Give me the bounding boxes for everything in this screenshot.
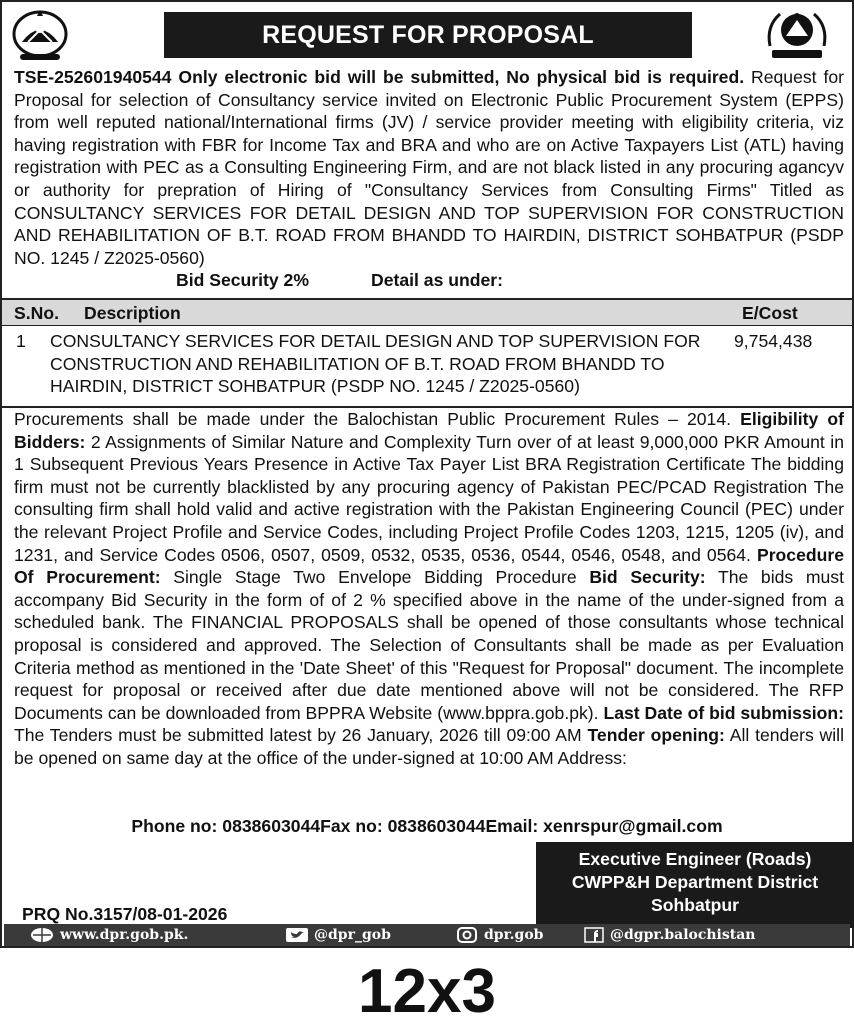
procedure-label: Procedure Of Procurement: [14, 544, 844, 588]
tender-opening-label: Tender opening: [587, 725, 725, 746]
contact-line: Phone no: 0838603044Fax no: 0838603044Email: xenrspur@gmail.com [131, 816, 723, 836]
instagram-item[interactable] [456, 924, 543, 946]
ad-size-label: 12x3 [358, 957, 496, 1024]
row-sno: 1 [16, 331, 26, 351]
bid-security-heading: Bid Security: [589, 567, 706, 588]
page-title: REQUEST FOR PROPOSAL [164, 12, 692, 58]
bid-security-text: The bids must accompany Bid Security in the form of of 2 % specified above in the name of the under-signed from a scheduled bank. The FINANCIAL PROPOSALS shall be opened of those consultants whose technical proposal is considered and approved. The Selection of Consultants shall be made as per Evaluation Criteria method as mentioned in the 'Date Sheet' of this "Request for Proposal" document. The incomplete request for proposal or received after due date mentioned above will not be considered. The RFP Documents can be downloaded from BPPRA Website (www.bppra.gob.pk). [14, 567, 844, 723]
globe-icon [30, 927, 54, 943]
government-seal-logo [762, 6, 832, 64]
twitter-icon [286, 928, 308, 942]
instagram-handle[interactable]: dpr.gob [484, 927, 544, 943]
row-description: CONSULTANCY SERVICES FOR DETAIL DESIGN AND TOP SUPERVISION FOR CONSTRUCTION AND REHABILITATION OF B.T. ROAD FROM BHANDD TO HAIRDIN, DISTRICT SOHBATPUR (PSDP NO. 1245 / Z2025-0560) [50, 331, 701, 397]
signature-block [536, 842, 854, 928]
signature-district: Sohbatpur [651, 895, 739, 915]
bid-security-line [14, 269, 844, 292]
procedure-text: Single Stage Two Envelope Bidding Procedure [173, 567, 577, 588]
table-header [2, 300, 852, 326]
facebook-icon [584, 927, 604, 943]
last-date-label: Last Date of bid submission: [603, 702, 844, 723]
terms-paragraph [14, 408, 844, 770]
instagram-icon [456, 927, 478, 943]
eligibility-label: Eligibility of Bidders: [14, 409, 845, 452]
signature-title: Executive Engineer (Roads) [578, 849, 812, 869]
website-item[interactable] [30, 924, 188, 946]
last-date-text: The Tenders must be submitted latest by 26 January, 2026 till 09:00 AM [14, 725, 582, 746]
facebook-handle[interactable]: @dgpr.balochistan [610, 927, 756, 943]
header-sno: S.No. [14, 303, 59, 323]
header-cost: E/Cost [742, 303, 798, 323]
row-cost: 9,754,438 [734, 331, 813, 351]
tender-opening-text: All tenders will be opened on same day at the office of the under-signed at 10:00 AM Address: [14, 725, 844, 768]
website-link[interactable]: www.dpr.gob.pk. [60, 927, 189, 943]
department-logo [10, 8, 70, 64]
social-footer [4, 924, 850, 946]
intro-paragraph [14, 66, 844, 292]
bid-security-label: Bid Security 2% [176, 270, 309, 291]
rules-text: Procurements shall be made under the Balochistan Public Procurement Rules – 2014. [14, 409, 732, 429]
header-description: Description [84, 303, 181, 323]
table-row [2, 326, 852, 406]
twitter-item[interactable] [286, 924, 391, 946]
intro-text: Request for Proposal for selection of Consultancy service invited on Electronic Public Procurement System (EPPS) from well reputed national/International firms (JV) / service provider meeting with eligibility criteria, viz having registration with FBR for Income Tax and BRA and who are on Active Taxpayers List (ATL) having registration with PEC as a Consulting Engineering Firm, and are not black listed in any procuring agancyv or authority for prepration of Hiring of "Consultancy Services from Consulting Firms" Titled as CONSULTANCY SERVICES FOR DETAIL DESIGN AND TOP SUPERVISION FOR CONSTRUCTION AND REHABILITATION OF B.T. ROAD FROM BHANDD TO HAIRDIN, DISTRICT SOHBATPUR (PSDP NO. 1245 / Z2025-0560) [14, 67, 845, 268]
eligibility-text: 2 Assignments of Similar Nature and Complexity Turn over of at least 9,000,000 PKR Amount in 1 Subsequent Previous Years Presence in Active Tax Payer List BRA Registration Certificate The bidding firm must not be currently blacklisted by any procuring agency of Pakistan PEC/PCAD Registration The consulting firm shall hold valid and active registration with the Pakistan Engineering Council (PEC) under the relevant Project Profile and Service Codes, including Project Profile Codes 1203, 1215, 1205 (iv), and 1231, and Service Codes 0506, 0507, 0509, 0532, 0535, 0536, 0544, 0546, 0548, and 0564. [14, 431, 844, 565]
signature-department: CWPP&H Department District [571, 872, 819, 892]
prq-number: PRQ No.3157/08-01-2026 [22, 904, 228, 924]
facebook-item[interactable] [584, 924, 755, 946]
twitter-handle[interactable]: @dpr_gob [314, 927, 391, 943]
detail-label: Detail as under: [370, 270, 503, 291]
tender-reference: TSE-252601940544 Only electronic bid will be submitted, No physical bid is required. [14, 67, 745, 87]
cost-table [2, 298, 852, 408]
